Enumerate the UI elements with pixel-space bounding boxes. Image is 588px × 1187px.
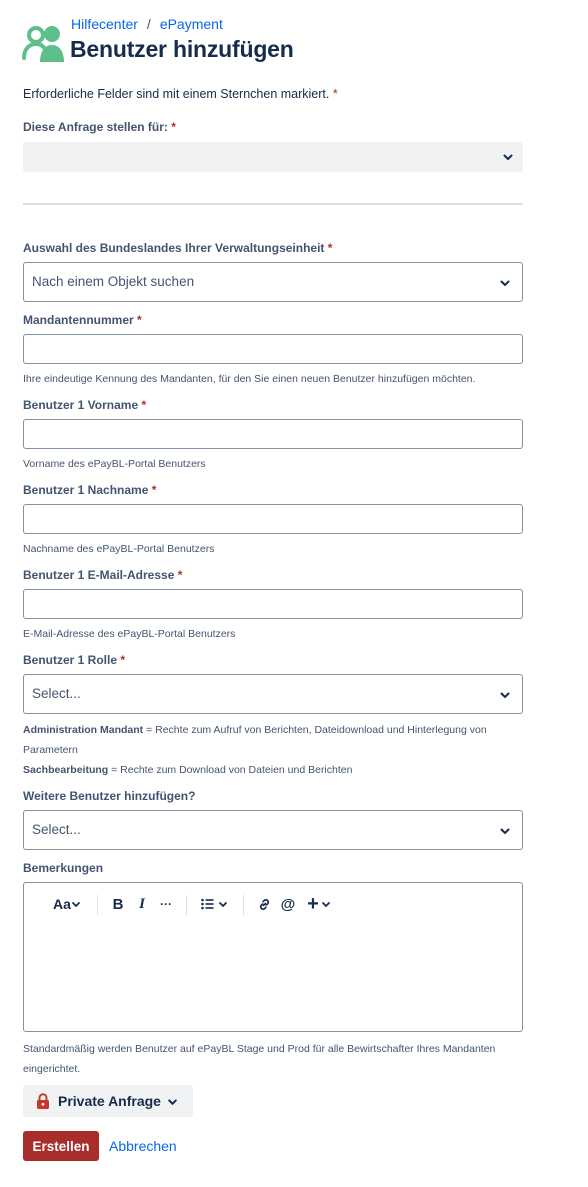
required-asterisk: * [137, 313, 142, 327]
bundesland-select[interactable] [23, 262, 523, 302]
private-request-label: Private Anfrage [58, 1093, 161, 1109]
add-user-icon [22, 22, 64, 64]
page-header [22, 14, 562, 66]
request-for-label [23, 119, 523, 135]
bold-button[interactable]: B [112, 895, 124, 913]
nachname-label [23, 482, 523, 498]
bundesland-label-text: Auswahl des Bundeslandes Ihrer Verwaltungseinheit [23, 241, 325, 255]
submit-button[interactable]: Erstellen [23, 1131, 99, 1161]
vorname-label-text: Benutzer 1 Vorname [23, 398, 139, 412]
list-button[interactable] [198, 889, 230, 919]
request-for-select[interactable] [23, 142, 523, 172]
weitere-select[interactable] [23, 810, 523, 850]
required-asterisk: * [171, 120, 176, 134]
rolle-help-sachbearbeitung [23, 760, 523, 780]
toolbar-separator [243, 895, 244, 915]
email-input[interactable] [23, 589, 523, 619]
breadcrumb [71, 16, 223, 32]
rolle-label-text: Benutzer 1 Rolle [23, 653, 118, 667]
rolle-placeholder: Select... [32, 686, 81, 701]
bemerkungen-help: Standardmäßig werden Benutzer auf ePayBL Stage und Prod für alle Bewirtschafter Ihres Mandanten eingerichtet. [23, 1043, 496, 1075]
required-asterisk: * [151, 483, 157, 497]
chevron-down-icon [501, 150, 515, 164]
bullet-list-icon [201, 898, 215, 910]
weitere-label-text: Weitere Benutzer hinzufügen? [23, 789, 196, 803]
email-label [23, 567, 523, 583]
email-help: E-Mail-Adresse des ePayBL-Portal Benutzers [23, 628, 236, 640]
mandant-help: Ihre eindeutige Kennung des Mandanten, für den Sie einen neuen Benutzer hinzufügen möchten. [23, 373, 476, 385]
lock-icon [36, 1093, 50, 1109]
bemerkungen-editor [23, 882, 523, 1032]
weitere-label [23, 788, 523, 804]
bundesland-label [23, 240, 523, 256]
chevron-down-icon [218, 899, 228, 909]
required-note-text: Erforderliche Felder sind mit einem Sternchen markiert. [23, 87, 330, 101]
vorname-input[interactable] [23, 419, 523, 449]
more-formatting-button[interactable]: ··· [160, 897, 172, 911]
required-asterisk: * [332, 87, 338, 101]
mandant-label [23, 312, 523, 328]
nachname-label-text: Benutzer 1 Nachname [23, 483, 149, 497]
cancel-link[interactable]: Abbrechen [109, 1138, 177, 1154]
private-request-button[interactable] [23, 1085, 193, 1117]
chevron-down-icon [321, 899, 331, 909]
breadcrumb-separator: / [146, 16, 151, 32]
rolle-help-sach-text: = Rechte zum Download von Dateien und Berichten [108, 764, 353, 776]
chevron-down-icon [498, 688, 512, 702]
text-style-button[interactable] [50, 889, 84, 919]
required-asterisk: * [120, 653, 126, 667]
rolle-help-admin-term: Administration Mandant [23, 724, 144, 736]
bemerkungen-label-text: Bemerkungen [23, 861, 104, 875]
page-title: Benutzer hinzufügen [70, 36, 294, 62]
breadcrumb-epayment[interactable]: ePayment [159, 16, 223, 32]
chevron-down-icon [71, 899, 81, 909]
plus-icon: + [307, 893, 319, 915]
rolle-help-admin-text: = Rechte zum Aufruf von Berichten, Dateidownload und Hinterlegung von Parametern [23, 724, 487, 756]
required-asterisk: * [327, 241, 333, 255]
chevron-down-icon [498, 824, 512, 838]
email-label-text: Benutzer 1 E-Mail-Adresse [23, 568, 175, 582]
rolle-help-admin [23, 720, 523, 760]
vorname-label [23, 397, 523, 413]
vorname-help: Vorname des ePayBL-Portal Benutzers [23, 458, 206, 470]
editor-toolbar [24, 889, 522, 919]
text-style-label: Aa [53, 896, 71, 912]
rolle-label [23, 652, 523, 668]
chevron-down-icon [498, 276, 512, 290]
bemerkungen-label [23, 860, 523, 876]
required-asterisk: * [177, 568, 183, 582]
nachname-help: Nachname des ePayBL-Portal Benutzers [23, 543, 215, 555]
mandant-input[interactable] [23, 334, 523, 364]
italic-button[interactable]: I [139, 895, 145, 912]
insert-button[interactable] [303, 889, 335, 919]
required-note [23, 86, 523, 102]
bundesland-placeholder: Nach einem Objekt suchen [32, 274, 195, 289]
rolle-help-sach-term: Sachbearbeitung [23, 764, 109, 776]
rolle-select[interactable] [23, 674, 523, 714]
weitere-placeholder: Select... [32, 822, 81, 837]
toolbar-separator [97, 895, 98, 915]
link-button[interactable] [254, 889, 274, 919]
mention-button[interactable]: @ [280, 895, 296, 913]
nachname-input[interactable] [23, 504, 523, 534]
request-form [23, 86, 523, 1079]
mandant-label-text: Mandantennummer [23, 313, 134, 327]
chevron-down-icon [167, 1096, 178, 1107]
link-icon [257, 897, 272, 912]
breadcrumb-hilfecenter[interactable]: Hilfecenter [71, 16, 138, 32]
bemerkungen-textarea[interactable] [24, 923, 522, 1031]
divider [23, 203, 523, 205]
request-for-label-text: Diese Anfrage stellen für: [23, 120, 168, 134]
toolbar-separator [186, 895, 187, 915]
required-asterisk: * [141, 398, 147, 412]
